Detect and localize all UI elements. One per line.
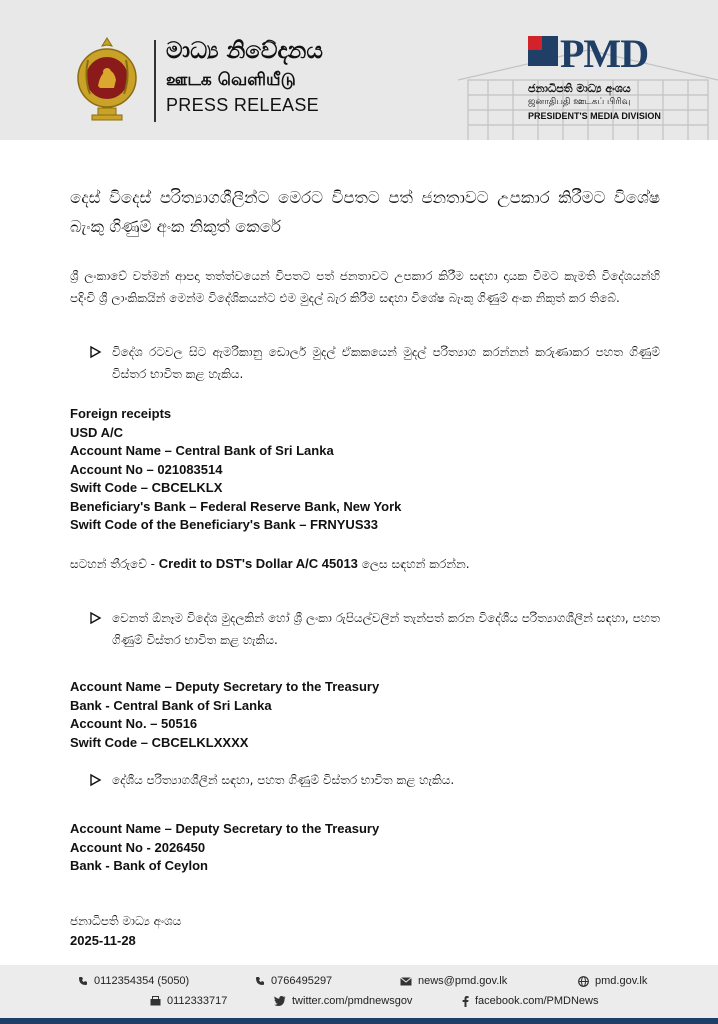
- footer-phone[interactable]: [78, 975, 189, 987]
- account-line: Swift Code – CBCELKLX: [70, 480, 223, 495]
- phone-icon: [255, 976, 265, 986]
- fax-icon: [150, 996, 161, 1006]
- account-line: Bank - Central Bank of Sri Lanka: [70, 697, 272, 713]
- header-divider: [154, 40, 156, 122]
- narration-text: Credit to DST's Dollar A/C 45013: [158, 556, 358, 571]
- bullet-text: විදේශ රටවල සිට ඇමරිකානු ඩොලර් මුදල් ඒකකයෙන් මුදල් පරිත්‍යාග කරන්නන් කරුණාකර පහත ගිණුම් විස්තර භාවිත කළ හැකිය.: [112, 345, 660, 381]
- account-line: Account No. – 50516: [70, 716, 198, 731]
- bullet-text: දේශීය පරිත්‍යාගශීලීන් සඳහා, පහත ගිණුම් විස්තර භාවිත කළ හැකිය.: [112, 773, 455, 787]
- footer-accent-bar: [0, 1018, 718, 1024]
- contact-footer: [0, 965, 718, 1024]
- division-tamil: ஜனாதிபதி ஊடகப் பிரிவு: [528, 97, 631, 107]
- masthead-sinhala: මාධ්‍ය නිවේදනය: [166, 38, 323, 64]
- footer-fax[interactable]: [150, 995, 227, 1007]
- narration-note: [70, 556, 470, 572]
- account-line: Beneficiary's Bank – Federal Reserve Bank, New York: [70, 498, 402, 514]
- division-sinhala: ජනාධිපති මාධ්‍ය අංශය: [528, 82, 631, 95]
- account-line: Account No – 021083514: [70, 461, 223, 477]
- account-line: USD A/C: [70, 424, 123, 440]
- narration-suffix: ලෙස සඳහන් කරන්න.: [357, 557, 470, 571]
- footer-facebook[interactable]: [462, 995, 599, 1007]
- account-details-boc: [70, 820, 379, 876]
- footer-facebook-text: facebook.com/PMDNews: [475, 995, 599, 1007]
- bullet-text: වෙනත් ඕනෑම විදේශ මුදලකින් හෝ ශ්‍රී ලංකා රුපියල්වලින් තැන්පත් කරන විදේශීය පරිත්‍යාගශීලීන් සඳහා, පහත ගිණුම් විස්තර භාවිත කළ හැකිය.: [112, 611, 660, 647]
- intro-paragraph: ශ්‍රී ලංකාවේ වත්මන් ආපදා තත්ත්වයෙන් විපතට පත් ජනතාවට උපකාර කිරීම සඳහා දායක වීමට කැමති විදේශයන්හි පදිංචි ශ්‍රී ලාංකිකයින් මෙන්ම විදේශිකයන්ට එම මුදල් බැර කිරීම සඳහා විශේෂ බැංකු ගිණුම් අංක නිකුත් කර තිබේ.: [70, 269, 660, 305]
- footer-twitter-text: twitter.com/pmdnewsgov: [292, 995, 413, 1007]
- footer-mobile-text: 0766495297: [271, 975, 333, 987]
- account-line: Bank - Bank of Ceylon: [70, 858, 208, 873]
- footer-website-text: pmd.gov.lk: [595, 975, 648, 987]
- letterhead: [0, 0, 718, 140]
- account-line: Swift Code of the Beneficiary's Bank – FRNYUS33: [70, 517, 378, 532]
- footer-phone-text: 0112354354 (5050): [94, 975, 190, 987]
- footer-fax-text: 0112333717: [167, 995, 228, 1007]
- footer-email-text: news@pmd.gov.lk: [418, 975, 508, 987]
- footer-mobile[interactable]: [255, 975, 332, 987]
- account-line: Account Name – Central Bank of Sri Lanka: [70, 443, 334, 458]
- arrow-bullet-icon: [88, 607, 104, 629]
- pmd-logo: [528, 31, 678, 124]
- masthead-tamil: ஊடக வெளியீடு: [166, 70, 296, 90]
- signature-block: [70, 912, 181, 950]
- footer-website[interactable]: [578, 975, 647, 987]
- arrow-bullet-icon: [88, 341, 104, 363]
- signature-office: ජනාධිපති මාධ්‍ය අංශය: [70, 914, 182, 928]
- footer-twitter[interactable]: [274, 995, 412, 1007]
- division-english: PRESIDENT'S MEDIA DIVISION: [528, 111, 661, 121]
- account-line: Foreign receipts: [70, 406, 172, 421]
- bullet-usd-donors: [88, 341, 660, 385]
- account-details-cbsl: [70, 678, 379, 752]
- bullet-local-donors: [88, 769, 660, 791]
- account-line: Account Name – Deputy Secretary to the Treasury: [70, 821, 380, 836]
- footer-email[interactable]: [400, 975, 507, 987]
- bullet-other-currency: [88, 607, 660, 651]
- pmd-mark-icon: [528, 36, 558, 66]
- account-line: Account Name – Deputy Secretary to the Treasury: [70, 679, 380, 694]
- account-line: Swift Code – CBCELKLXXXX: [70, 734, 249, 750]
- arrow-bullet-icon: [88, 769, 104, 791]
- account-details-usd: [70, 405, 401, 535]
- masthead-english: PRESS RELEASE: [166, 95, 319, 115]
- facebook-icon: [462, 996, 469, 1007]
- release-title: දෙස් විදෙස් පරිත්‍යාගශීලීන්ට මෙරට විපතට පත් ජනතාවට උපකාර කිරීමට විශේෂ බැංකු ගිණුම් අංක නිකුත් කෙරේ: [70, 188, 660, 236]
- globe-icon: [578, 976, 589, 987]
- email-icon: [400, 977, 412, 986]
- pmd-logo-text: PMD: [560, 31, 649, 76]
- sri-lanka-emblem-icon: [76, 36, 138, 122]
- narration-prefix: සටහන් තීරුවේ -: [70, 557, 159, 571]
- release-date: 2025-11-28: [70, 933, 136, 948]
- twitter-icon: [274, 996, 286, 1006]
- account-line: Account No - 2026450: [70, 839, 206, 855]
- phone-icon: [78, 976, 88, 986]
